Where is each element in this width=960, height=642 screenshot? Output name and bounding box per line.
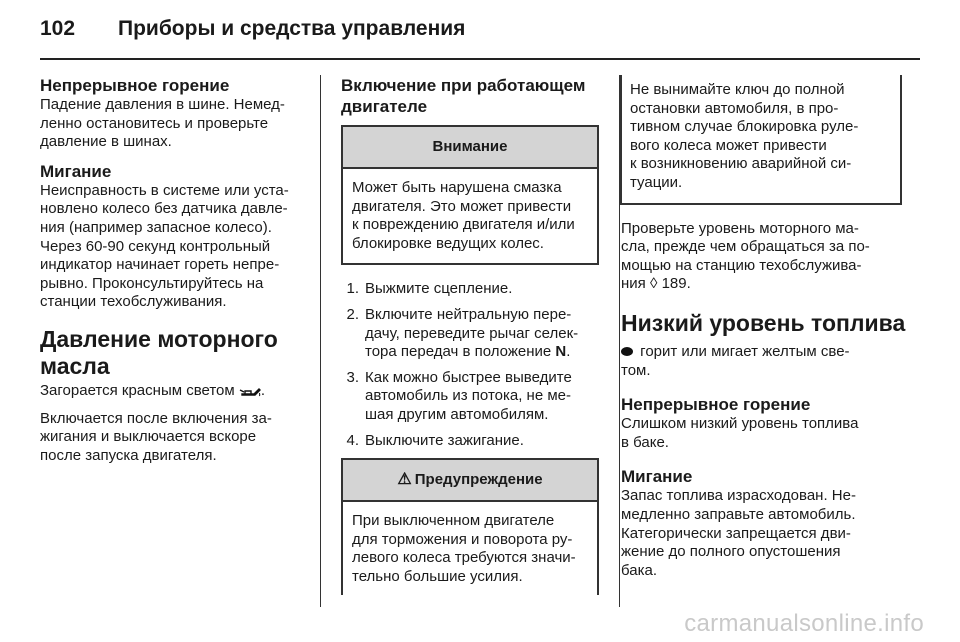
caution-text: Может быть нарушена смазка двигателя. Это может привести к повреждению двигателя и/или блокировке ведущих колес. [352,179,575,252]
paragraph-low-fuel: Слишком низкий уровень топлива в баке. [621,415,859,451]
step-text-end: . [566,343,571,361]
step-text-part: Включите нейтральную пере- дачу, переведите рычаг селек- тора передач в положение [365,305,579,361]
paragraph-check-oil [621,220,905,294]
section-title-low-fuel: Низкий уровень топлива [621,309,906,336]
heading-continuous: Непрерывное горение [40,76,230,95]
heading-blinking: Мигание [621,467,693,487]
heading-continuous: Непрерывное горение [621,395,811,415]
warning-triangle-icon: ⚠ [397,471,412,489]
key-warning-box [620,75,902,205]
header-rule [40,58,920,60]
column-left [40,75,310,465]
step-text [365,306,578,362]
paragraph-fuel-empty: Запас топлива израсходован. Не- медленно заправьте автомобиль. Категорически запрещается дви- жение до полного опустошения бака. [621,487,856,579]
step-number: 4. [346,431,359,449]
heading-engine-running: Включение при работающем двигателе [341,76,586,116]
fuel-dot-icon [621,347,633,356]
list-item [341,369,603,425]
heading-blinking: Мигание [40,161,112,181]
warning-text: При выключенном двигателе для торможения и поворота ру- левого колеса требуются значи- тельно большие усилия. [352,512,576,585]
list-item [341,306,603,362]
paragraph-oil-light [40,382,310,401]
warning-header [343,460,597,502]
step-number: 1. [346,280,359,298]
paragraph-fuel-light [621,343,910,380]
list-item [341,280,603,299]
steps-list [341,280,603,450]
key-warning-text: Не вынимайте ключ до полной остановки автомобиля, в про- тивном случае блокировка руле- вого колеса может привести к возникновению аварийной си- туации. [630,81,859,191]
check-oil-text: Проверьте уровень моторного ма- сла, прежде чем обращаться за по- мощью на станцию техобслужива- ния [621,219,870,293]
column-middle [341,75,603,595]
gear-neutral-label: N [555,343,567,361]
step-number: 3. [346,368,359,386]
step-text: Выключите зажигание. [365,431,524,449]
section-title-oil-pressure: Давление моторного масла [40,325,278,379]
page-header [40,17,465,47]
watermark: carmanualsonline.info [684,610,924,637]
column-divider-left [320,75,321,607]
oil-can-icon [239,385,261,397]
page-title: Приборы и средства управления [118,17,466,40]
paragraph-oil-ignition: Включается после включения за- жигания и выключается вскоре после запуска двигателя. [40,409,272,464]
fuel-light-text: горит или мигает желтым све- том. [621,342,850,379]
warning-title: Предупреждение [414,471,543,489]
oil-light-period: . [260,381,266,399]
warning-box [341,458,599,594]
caution-title: Внимание [343,127,597,169]
oil-light-text: Загорается красным светом [40,381,235,399]
paragraph-system-fault: Неисправность в системе или уста- новлено колесо без датчика давле- ния (например запасное колесо). Через 60-90 секунд контрольный индикатор начинает гореть непре- рывно. Проконсультируйтесь на станции техобслуживания. [40,181,289,311]
step-text: Выжмите сцепление. [365,280,513,298]
step-number: 2. [346,305,359,323]
page-number: 102 [40,17,76,40]
page-reference: 189. [661,275,691,293]
caution-box [341,125,599,265]
page-reference-icon: ◊ [649,275,658,293]
column-right [620,75,910,580]
paragraph-tire-pressure: Падение давления в шине. Немед- ленно остановитесь и проверьте давление в шинах. [40,96,285,151]
step-text: Как можно быстрее выведите автомобиль из потока, не ме- шая другим автомобилям. [365,368,572,423]
list-item [341,432,603,451]
